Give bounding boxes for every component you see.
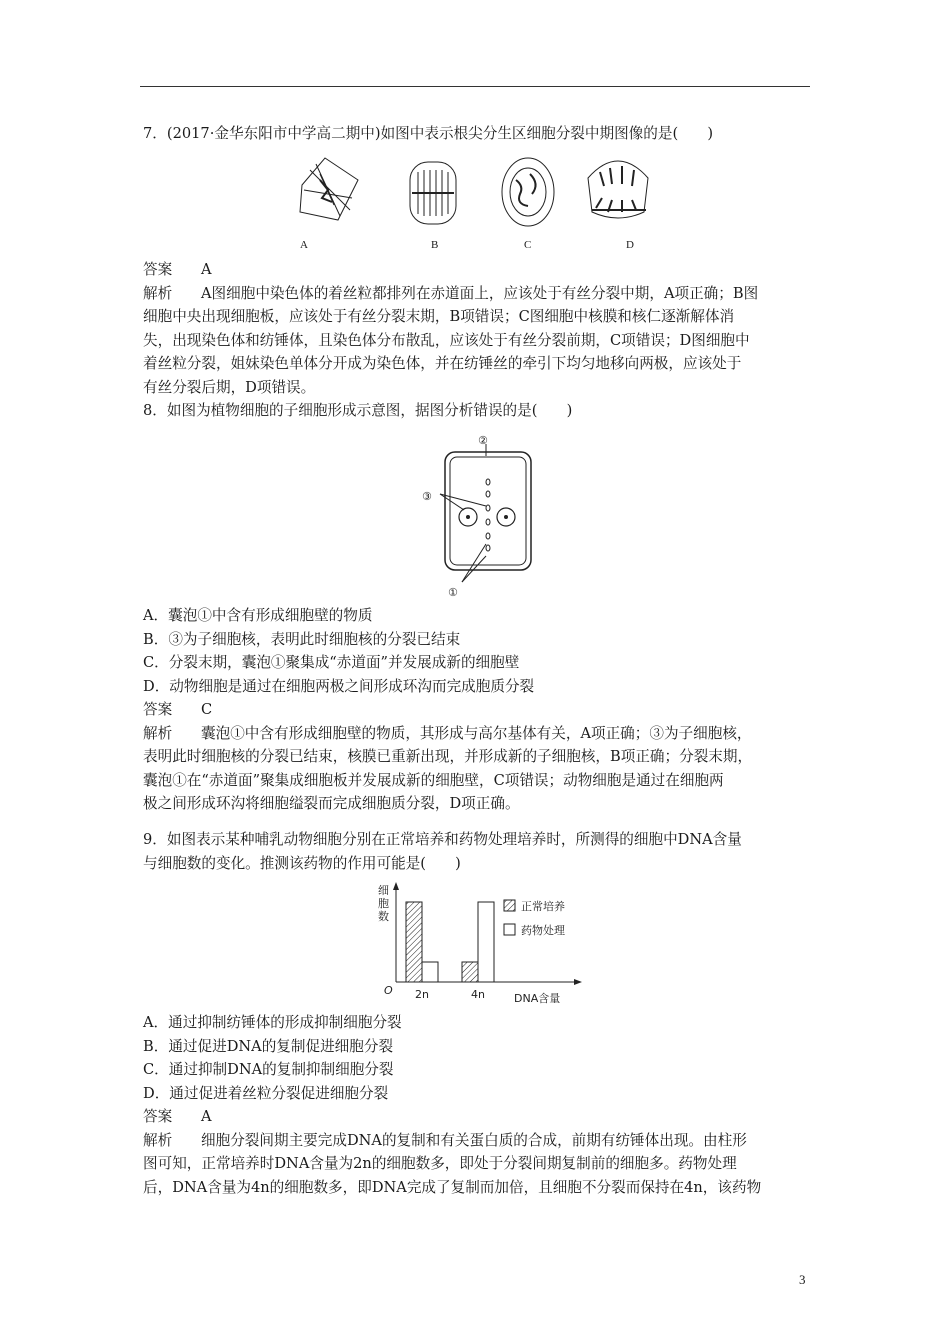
q9-answer: A — [201, 1108, 212, 1125]
answer-label: 答案 — [143, 701, 173, 718]
q7-label-c: C — [524, 239, 532, 251]
y-label-char-2: 胞 — [378, 897, 389, 910]
legend-swatch-drug — [504, 924, 515, 935]
analysis-label: 解析 — [143, 724, 173, 742]
q8-answer: C — [201, 701, 213, 718]
x-tick-4n: 4n — [471, 988, 485, 1001]
q9-bar-chart — [368, 880, 588, 1010]
q9-options: A．通过抑制纺锤体的形成抑制细胞分裂 B．通过促进DNA的复制促进细胞分裂 C．通过抑制DNA的复制抑制细胞分裂 D．通过促进着丝粒分裂促进细胞分裂 答案 A 解析 细胞分裂间期主要完成DNA的复制和有关蛋白质的合成，前期有纺锤体出现。由柱形 图可知，正常培养时DNA含量为2n的细胞数多，即处于分裂间期复制前的细胞多。药物处理 后，DNA含量为4n的细胞数多，即DNA完成了复制而加倍，且细胞不分裂而保持在4n，该药物 — [143, 1011, 811, 1199]
q7-figures — [290, 150, 670, 250]
q7-figure-d — [588, 161, 648, 218]
q8-stem: 8．如图为植物细胞的子细胞形成示意图，据图分析错误的是( ) — [143, 402, 573, 419]
x-axis-label: DNA含量 — [514, 992, 561, 1005]
y-label-char-1: 细 — [378, 884, 389, 897]
bar-4n-drug — [478, 902, 494, 982]
bar-2n-drug — [422, 962, 438, 982]
page-number: 3 — [799, 1272, 806, 1287]
q7-solution: 答案 A 解析 A图细胞中染色体的着丝粒都排列在赤道面上，应该处于有丝分裂中期，A项正确；B图 细胞中央出现细胞板，应该处于有丝分裂末期，B项错误；C图细胞中核膜和核仁逐渐解体消 失，出现染色体和纺锤体，且染色体分布散乱，应该处于有丝分裂前期，C项错误；D图细胞中 着丝粒分裂，姐妹染色单体分开成为染色体，并在纺锤丝的牵引下均匀地移向两极，应该处于 有丝分裂后期，D项错误。 — [143, 258, 811, 399]
analysis-label: 解析 — [143, 284, 173, 302]
y-label-char-3: 数 — [378, 910, 389, 923]
q7-figure-a — [300, 158, 358, 220]
q9-option-b: B．通过促进DNA的复制促进细胞分裂 — [143, 1037, 394, 1055]
answer-label: 答案 — [143, 1108, 173, 1125]
answer-label: 答案 — [143, 261, 173, 278]
analysis-label: 解析 — [143, 1131, 173, 1149]
x-tick-2n: 2n — [415, 988, 429, 1001]
q9-option-c: C．通过抑制DNA的复制抑制细胞分裂 — [143, 1061, 394, 1078]
q7-answer: A — [201, 261, 212, 278]
q8-label-3: ③ — [422, 490, 432, 503]
q7-label-a: A — [300, 239, 308, 251]
q8-options: A．囊泡①中含有形成细胞壁的物质 B．③为子细胞核，表明此时细胞核的分裂已结束 C．分裂末期，囊泡①聚集成“赤道面”并发展成新的细胞壁 D．动物细胞是通过在细胞两极之间形成环沟而完成胞质分裂 答案 C 解析 囊泡①中含有形成细胞壁的物质，其形成与高尔基体有关，A项正确；③为子细胞核， 表明此时细胞核的分裂已结束，核膜已重新出现，并形成新的子细胞核，B项正确；分裂末期， 囊泡①在“赤道面”聚集成细胞板并发展成新的细胞壁，C项错误；动物细胞是通过在细胞两 极之间形成环沟将细胞缢裂而完成细胞质分裂，D项正确。 — [143, 604, 811, 816]
legend-label-drug: 药物处理 — [521, 924, 565, 937]
q8-option-a: A．囊泡①中含有形成细胞壁的物质 — [143, 607, 373, 624]
legend-label-normal: 正常培养 — [521, 900, 565, 913]
q7-label-d: D — [626, 239, 634, 251]
bar-4n-normal — [462, 962, 478, 982]
origin-label: O — [384, 984, 393, 997]
q8-option-c: C．分裂末期，囊泡①聚集成“赤道面”并发展成新的细胞壁 — [143, 654, 520, 671]
q9-option-a: A．通过抑制纺锤体的形成抑制细胞分裂 — [143, 1014, 402, 1031]
q8-option-b: B．③为子细胞核，表明此时细胞核的分裂已结束 — [143, 630, 461, 648]
q9-option-d: D．通过促进着丝粒分裂促进细胞分裂 — [143, 1084, 389, 1102]
header-rule — [140, 86, 810, 87]
q7-stem: 7．(2017·金华东阳市中学高二期中)如图中表示根尖分生区细胞分裂中期图像的是( ) — [143, 125, 714, 142]
q7-figure-b — [410, 162, 456, 224]
legend-swatch-normal — [504, 900, 515, 911]
q8-option-d: D．动物细胞是通过在细胞两极之间形成环沟而完成胞质分裂 — [143, 677, 535, 695]
q7-label-b: B — [431, 239, 439, 251]
q8-cell-diagram — [418, 432, 538, 602]
q9-stem: 9．如图表示某种哺乳动物细胞分别在正常培养和药物处理培养时，所测得的细胞中DNA含量 与细胞数的变化。推测该药物的作用可能是( ) — [143, 831, 742, 872]
bar-2n-normal — [406, 902, 422, 982]
q8-label-1: ① — [448, 586, 458, 599]
q7-figure-c — [502, 158, 554, 226]
q8-label-2: ② — [478, 434, 488, 447]
